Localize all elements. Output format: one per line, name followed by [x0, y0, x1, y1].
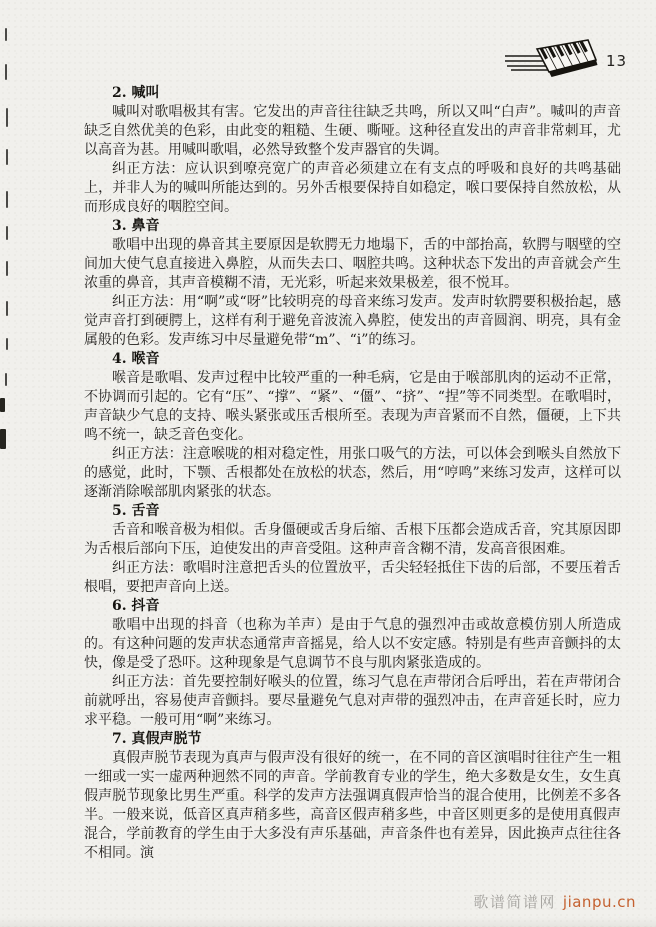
flying-piano-keyboard-logo	[504, 36, 598, 80]
binding-mark	[6, 108, 8, 127]
section-heading: 2. 喊叫	[112, 85, 160, 101]
section-paragraph: 纠正方法：首先要控制好喉头的位置，练习气息在声带闭合后呼出，若在声带闭合前就呼出，容易使声音颤抖。要尽量避免气息对声带的强烈冲击，在声音延长时，应力求平稳。一般可用“啊”来练习。	[84, 674, 621, 728]
binding-mark	[6, 338, 8, 350]
section-nasal-tone	[84, 217, 621, 350]
section-paragraph: 纠正方法：用“啊”或“呀”比较明亮的母音来练习发声。发声时软腭要积极抬起，感觉声音打到硬腭上，这样有利于避免音波流入鼻腔，使发出的声音圆润、明亮，具有金属般的色彩。发声练习中尽量避免带“m”、“i”的练习。	[84, 294, 621, 348]
section-paragraph: 真假声脱节表现为真声与假声没有很好的统一，在不同的音区演唱时往往产生一粗一细或一实一虚两种迥然不同的声音。学前教育专业的学生，绝大多数是女生，女生真假声脱节现象比男生严重。科学的发声方法强调真假声恰当的混合使用，比例差不多各半。一般来说，低音区真声稍多些，高音区假声稍多些，中音区则更多的是使用真假声混合，学前教育的学生由于大多没有声乐基础，声音条件也有差异，因此换声点往往各不相同。演	[84, 750, 621, 861]
section-heading: 3. 鼻音	[112, 218, 160, 234]
section-paragraph: 纠正方法：应认识到嘹亮宽广的声音必须建立在有支点的呼吸和良好的共鸣基础上，并非人为的喊叫所能达到的。另外舌根要保持自如稳定，喉口要保持自然放松，从而形成良好的咽腔空间。	[84, 161, 621, 215]
section-shouting	[84, 84, 621, 217]
binding-mark	[5, 64, 7, 80]
binding-mark	[0, 398, 5, 412]
section-register-break	[84, 730, 621, 863]
section-tongue-tone	[84, 502, 621, 597]
section-heading: 6. 抖音	[112, 598, 160, 614]
section-paragraph: 喊叫对歌唱极其有害。它发出的声音往往缺乏共鸣，所以又叫“白声”。喊叫的声音缺乏自然优美的色彩，由此变的粗糙、生硬、嘶哑。这种径直发出的声音非常刺耳，尤以高音为甚。用喊叫歌唱，必然导致整个发声器官的失调。	[84, 104, 621, 158]
section-tremolo	[84, 597, 621, 730]
binding-mark	[6, 261, 8, 276]
section-paragraph: 纠正方法：注意喉咙的相对稳定性，用张口吸气的方法，可以体会到喉头自然放下的感觉，此时，下颚、舌根都处在放松的状态，然后，用“哼鸣”来练习发声，这样可以逐渐消除喉部肌肉紧张的状态。	[84, 446, 621, 500]
binding-mark	[0, 429, 6, 449]
section-paragraph: 喉音是歌唱、发声过程中比较严重的一种毛病，它是由于喉部肌肉的运动不正常，不协调而引起的。它有“压”、“撑”、“紧”、“僵”、“挤”、“捏”等不同类型。在歌唱时，声音缺少气息的支持、喉头紧张或压舌根所至。表现为声音紧而不自然，僵硬，上下共鸣不统一，缺乏音色变化。	[84, 370, 621, 443]
watermark-site-url: jianpu.cn	[562, 893, 636, 911]
binding-mark	[6, 191, 8, 208]
section-throaty-tone	[84, 350, 621, 502]
section-paragraph: 歌唱中出现的抖音（也称为羊声）是由于气息的强烈冲击或故意模仿别人所造成的。有这种问题的发声状态通常声音摇晃，给人以不安定感。特别是有些声音颤抖的太快，像是受了恐吓。这种现象是气息调节不良与肌肉紧张造成的。	[84, 617, 621, 671]
section-heading: 5. 舌音	[112, 503, 160, 519]
site-watermark	[0, 891, 636, 912]
section-paragraph: 纠正方法：歌唱时注意把舌头的位置放平，舌尖轻轻抵住下齿的后部，不要压着舌根唱，要把声音向上送。	[84, 560, 621, 595]
section-heading: 4. 喉音	[112, 351, 160, 367]
watermark-site-name: 歌谱简谱网	[473, 893, 556, 911]
binding-mark	[6, 301, 8, 316]
section-paragraph: 舌音和喉音极为相似。舌身僵硬或舌身后缩、舌根下压都会造成舌音，究其原因即为舌根后部向下压，迫使发出的声音受阻。这种声音含糊不清，发高音很困难。	[84, 522, 621, 557]
section-paragraph: 歌唱中出现的鼻音其主要原因是软腭无力地塌下，舌的中部抬高，软腭与咽壁的空间加大使气息直接进入鼻腔，从而失去口、咽腔共鸣。这种状态下发出的声音就会产生浓重的鼻音，其声音模糊不清，无光彩，听起来效果极差，很不悦耳。	[84, 237, 621, 291]
binding-mark	[5, 373, 7, 386]
page-content	[84, 84, 621, 863]
binding-mark	[6, 149, 8, 165]
section-heading: 7. 真假声脱节	[112, 731, 202, 747]
binding-mark	[6, 226, 8, 240]
binding-mark	[5, 28, 7, 41]
page-number: 13	[606, 52, 628, 70]
